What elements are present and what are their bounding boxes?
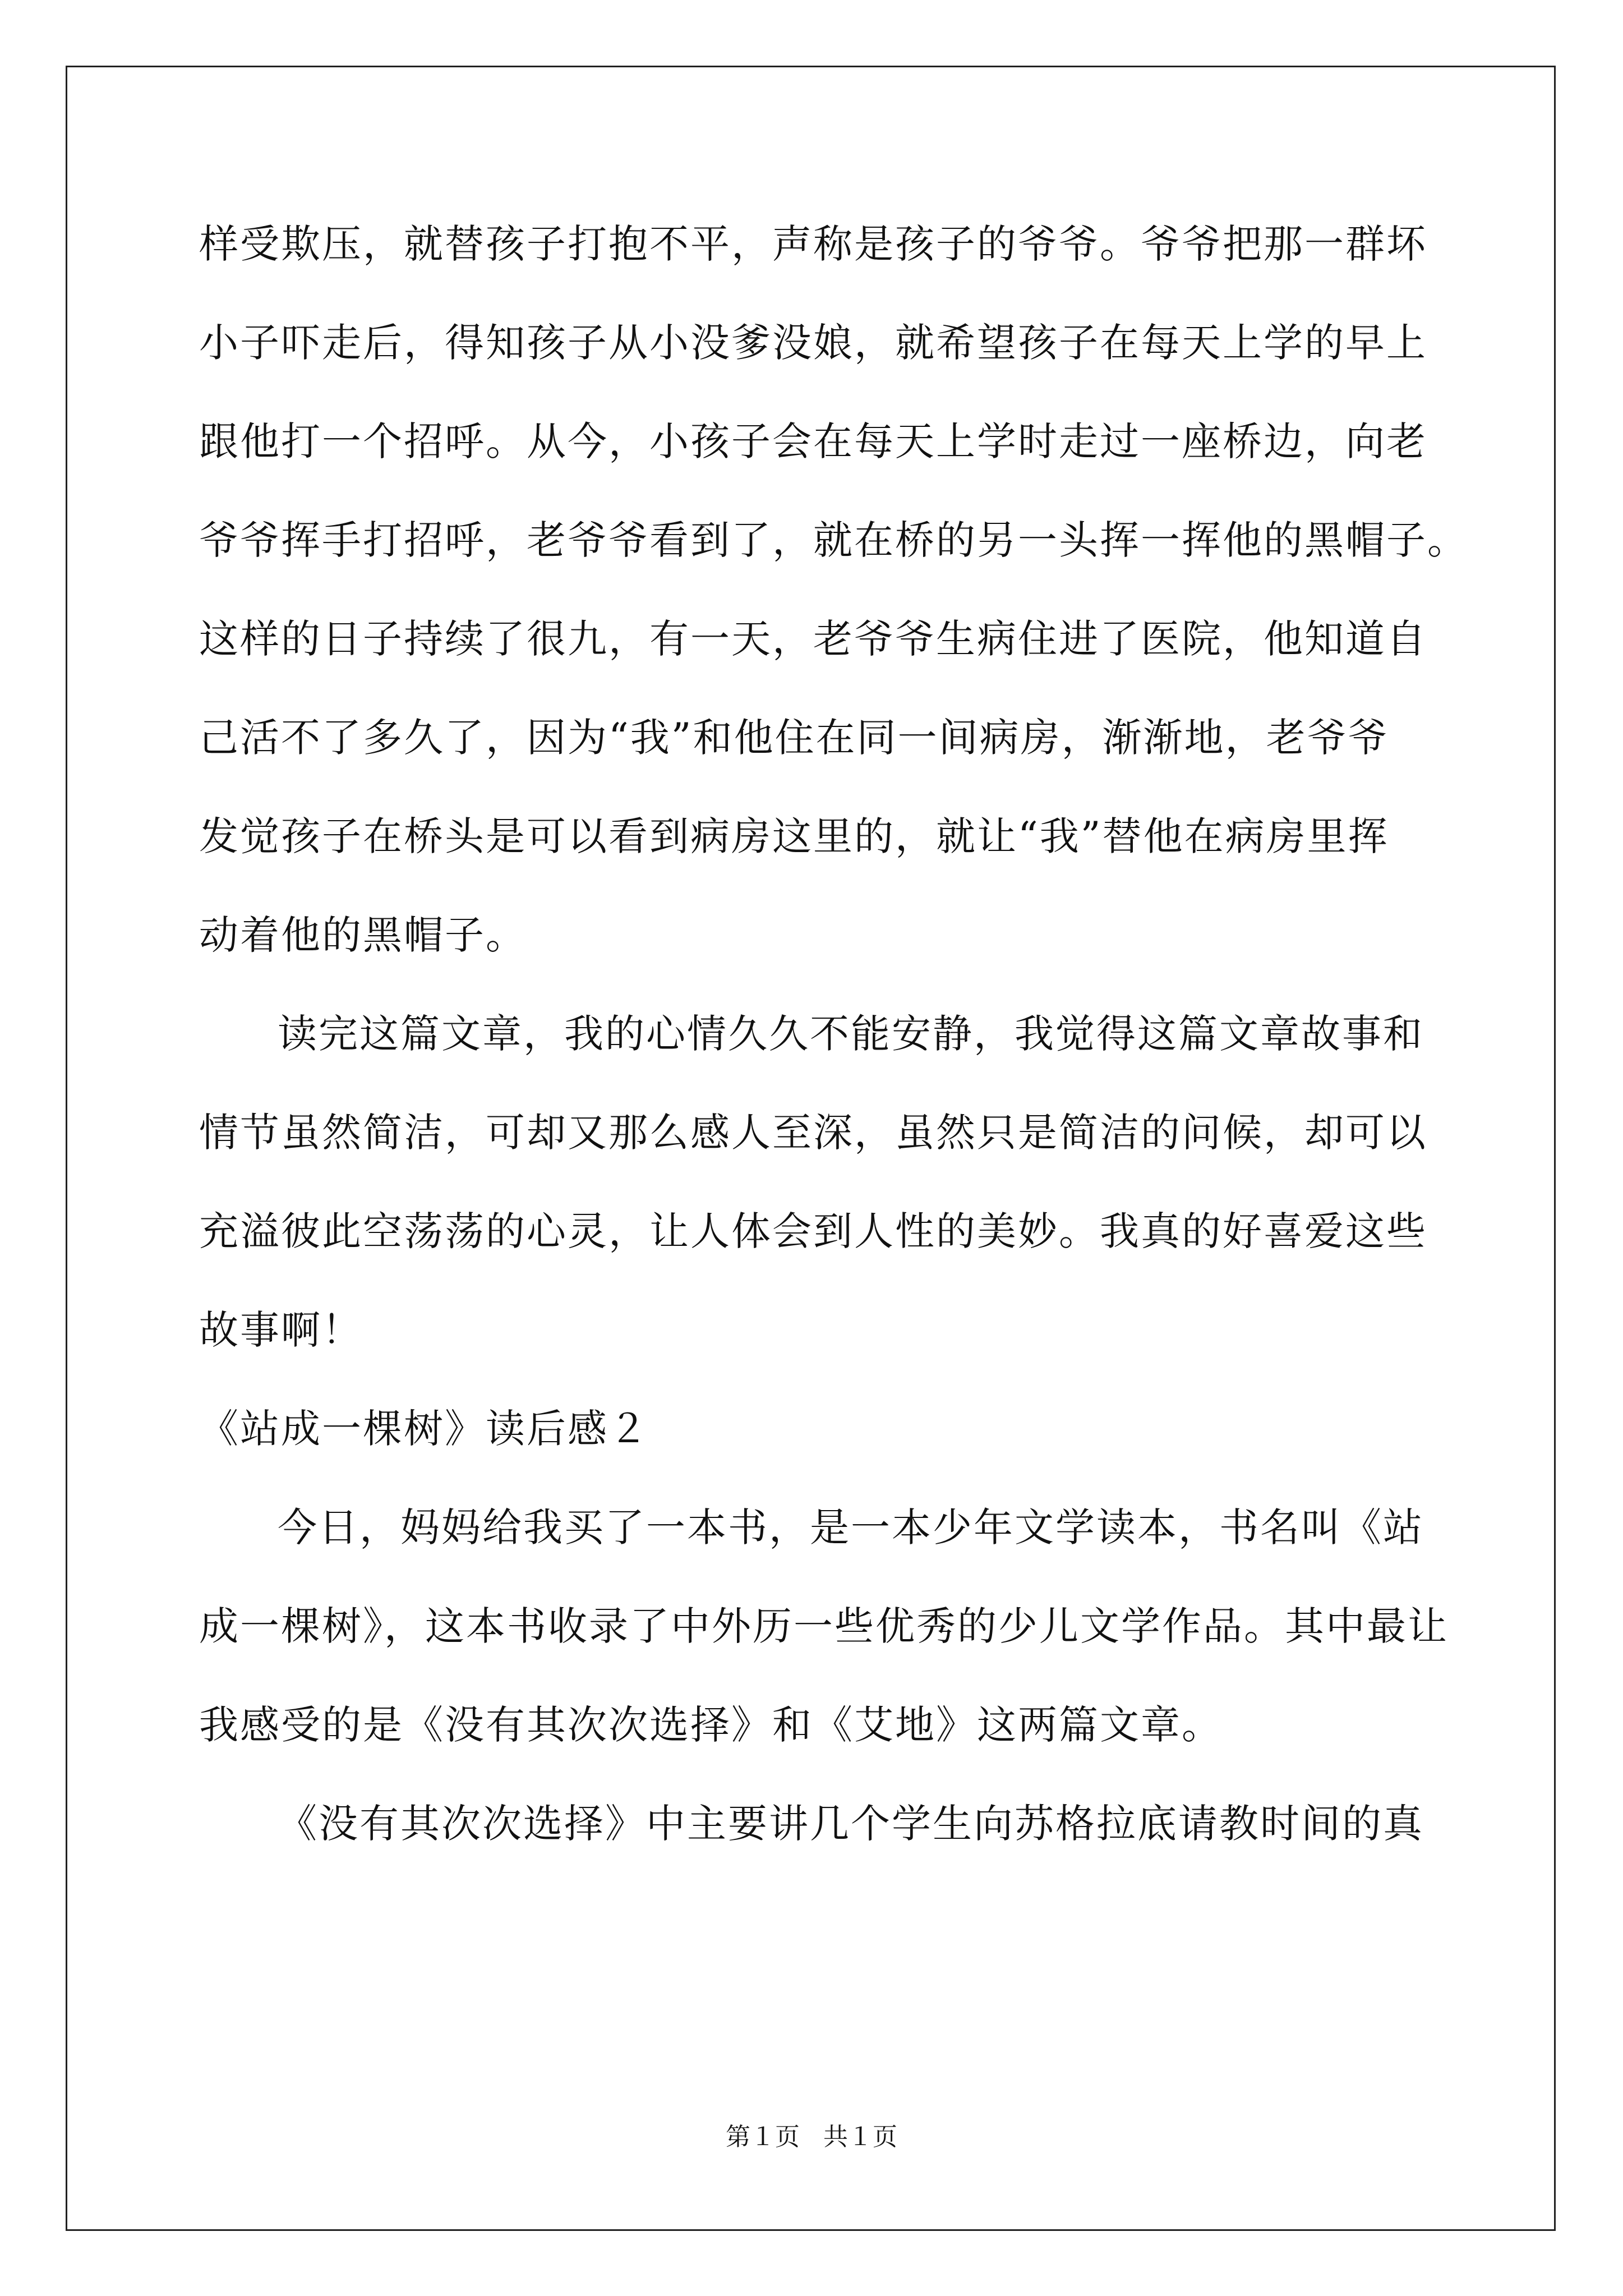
text-line: 动着他的黑帽子。 (199, 912, 527, 958)
paragraph-start-line: 《没有其次次选择》中主要讲几个学生向苏格拉底请教时间的真 (278, 1801, 1424, 1847)
section-heading: 《站成一棵树》读后感２ (199, 1406, 649, 1452)
text-line: 故事啊！ (199, 1307, 363, 1353)
text-line: 样受欺压，就替孩子打抱不平，声称是孩子的爷爷。爷爷把那一群坏 (199, 221, 1427, 267)
text-line: 充溢彼此空荡荡的心灵，让人体会到人性的美妙。我真的好喜爱这些 (199, 1208, 1427, 1254)
page-total: 共１页 (823, 2123, 897, 2151)
text-line: 跟他打一个招呼。从今，小孩子会在每天上学时走过一座桥边，向老 (199, 418, 1427, 464)
text-line: 我感受的是《没有其次次选择》和《艾地》这两篇文章。 (199, 1702, 1223, 1748)
text-line: 成一棵树》，这本书收录了中外历一些优秀的少儿文学作品。其中最让 (199, 1603, 1449, 1649)
page-footer (0, 2120, 1623, 2154)
paragraph-start-line: 今日，妈妈给我买了一本书，是一本少年文学读本，书名叫《站 (278, 1504, 1424, 1550)
text-line: 这样的日子持续了很九，有一天，老爷爷生病住进了医院，他知道自 (199, 616, 1427, 662)
text-line: 爷爷挥手打招呼，老爷爷看到了，就在桥的另一头挥一挥他的黑帽子。 (199, 517, 1468, 563)
paragraph-start-line: 读完这篇文章，我的心情久久不能安静，我觉得这篇文章故事和 (278, 1011, 1424, 1057)
text-line: 发觉孩子在桥头是可以看到病房这里的，就让“我”替他在病房里挥 (199, 813, 1389, 859)
text-line: 小子吓走后，得知孩子从小没爹没娘，就希望孩子在每天上学的早上 (199, 320, 1427, 366)
text-line: 情节虽然简洁，可却又那么感人至深，虽然只是简洁的问候，却可以 (199, 1110, 1427, 1156)
page-number: 第１页 (726, 2123, 800, 2151)
text-line: 己活不了多久了，因为“我”和他住在同一间病房，渐渐地，老爷爷 (199, 715, 1389, 761)
